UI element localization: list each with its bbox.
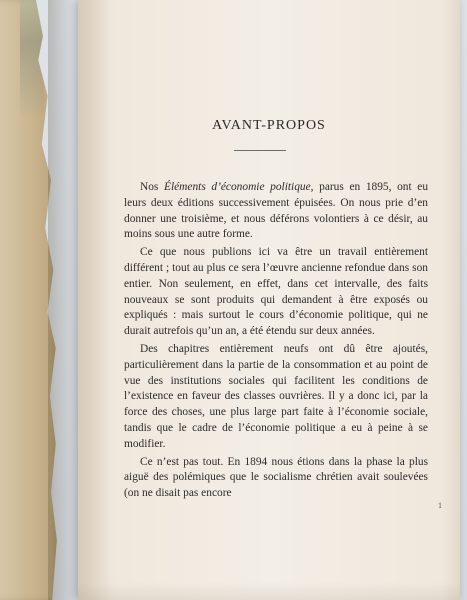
spine-shadow <box>48 0 78 600</box>
paragraph-1-rest: , parus en 1895, ont eu leurs deux éditions successivement épuisées. On nous prie d’en donner une troisième, et nous déférons volontiers à ce désir, au moins sous une autre forme. <box>124 181 429 241</box>
page-heading: AVANT-PROPOS <box>212 118 326 133</box>
paragraph-1-start: Nos <box>140 181 164 193</box>
page-mark: 1 <box>438 501 442 510</box>
paragraph-1 <box>124 180 428 243</box>
book-page <box>78 0 460 600</box>
page-bottom-edge <box>78 582 460 600</box>
paragraph-2: Ce que nous publions ici va être un travail entièrement différent ; tout au plus ce sera l’œuvre ancienne refondue dans son entier. Non seulement, en effet, dans cet intervalle, des faits nouveaux se sont produits qui demandent à être exposés ou expliqués : mais surtout le cours d’économie politique, qui ne durait autrefois qu’un an, a été étendu sur deux années. <box>124 246 428 338</box>
paragraph-3: Des chapitres entièrement neufs ont dû être ajoutés, particulièrement dans la partie de la consommation et au point de vue des institutions sociales qui facilitent les conditions de l’existence en faveur des classes ouvrières. Il y a donc ici, par la force des choses, une plus large part faite à l’économie sociale, tandis que le cadre de l’économie politique a eu à peine à se modifier. <box>124 342 428 450</box>
heading-rule <box>234 150 286 151</box>
paragraph-4: Ce n’est pas tout. En 1894 nous étions dans la phase la plus aiguë des polémiques que le socialisme chrétien avait soulevées (on ne disait pas encore <box>124 455 428 500</box>
book-title-italic: Éléments d’économie politique <box>164 181 311 193</box>
page-text <box>124 180 428 502</box>
